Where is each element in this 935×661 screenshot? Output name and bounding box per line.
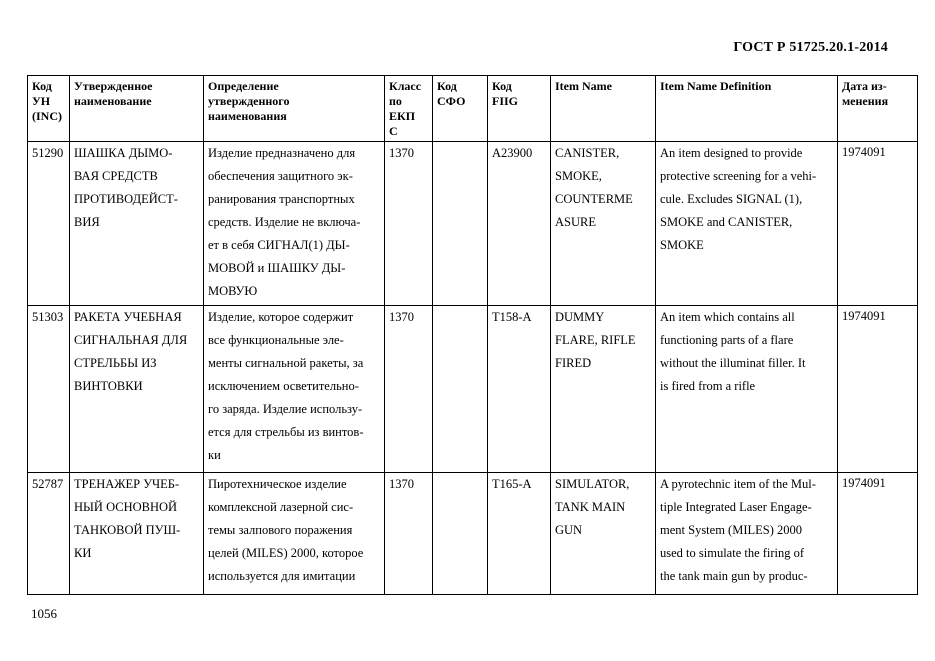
cell-class: 1370 (385, 142, 433, 306)
cell-sfo (433, 142, 488, 306)
cell-item-name: DUMMY FLARE, RIFLE FIRED (551, 306, 656, 473)
cell-item-definition: An item which contains all functioning parts of a flare without the illuminat filler. It is fired from a rifle (656, 306, 838, 473)
cell-sfo (433, 473, 488, 595)
cell-approved-name: ШАШКА ДЫМО- ВАЯ СРЕДСТВ ПРОТИВОДЕЙСТ- ВИЯ (70, 142, 204, 306)
header-item-name: Item Name (551, 76, 656, 142)
header-fiig-code: Код FIIG (488, 76, 551, 142)
cell-class: 1370 (385, 473, 433, 595)
cell-approved-name: РАКЕТА УЧЕБНАЯ СИГНАЛЬНАЯ ДЛЯ СТРЕЛЬБЫ ИЗ ВИНТОВКИ (70, 306, 204, 473)
header-class: Класс по ЕКП С (385, 76, 433, 142)
document-header: ГОСТ Р 51725.20.1-2014 (733, 40, 888, 55)
table-row (28, 473, 918, 595)
cell-definition: Изделие, которое содержит все функциональные эле- менты сигнальной ракеты, за исключением осветительно- го заряда. Изделие использу- ется для стрельбы из винтов- ки (204, 306, 385, 473)
cell-item-definition: A pyrotechnic item of the Mul- tiple Integrated Laser Engage- ment System (MILES) 2000 used to simulate the firing of the tank main gun by produc- (656, 473, 838, 595)
cell-approved-name: ТРЕНАЖЕР УЧЕБ- НЫЙ ОСНОВНОЙ ТАНКОВОЙ ПУШ- КИ (70, 473, 204, 595)
cell-definition: Пиротехническое изделие комплексной лазерной сис- темы залпового поражения целей (MILES) 2000, которое используется для имитации (204, 473, 385, 595)
table-row (28, 306, 918, 473)
cell-code: 51303 (28, 306, 70, 473)
cell-definition: Изделие предназначено для обеспечения защитного эк- ранирования транспортных средств. Изделие не включа- ет в себя СИГНАЛ(1) ДЫ- МОВОЙ и ШАШКУ ДЫ- МОВУЮ (204, 142, 385, 306)
catalog-table (27, 75, 918, 595)
table-row (28, 142, 918, 306)
header-item-name-definition: Item Name Definition (656, 76, 838, 142)
cell-date: 1974091 (838, 142, 918, 306)
header-approved-name: Утвержденное наименование (70, 76, 204, 142)
header-sfo-code: Код СФО (433, 76, 488, 142)
cell-date: 1974091 (838, 306, 918, 473)
cell-code: 51290 (28, 142, 70, 306)
cell-code: 52787 (28, 473, 70, 595)
cell-item-name: SIMULATOR, TANK MAIN GUN (551, 473, 656, 595)
cell-item-name: CANISTER, SMOKE, COUNTERME ASURE (551, 142, 656, 306)
table-header-row (28, 76, 918, 142)
header-name-definition: Определение утвержденного наименования (204, 76, 385, 142)
cell-sfo (433, 306, 488, 473)
cell-item-definition: An item designed to provide protective screening for a vehi- cule. Excludes SIGNAL (1), SMOKE and CANISTER, SMOKE (656, 142, 838, 306)
cell-fiig: A23900 (488, 142, 551, 306)
cell-fiig: T165-A (488, 473, 551, 595)
header-code-inc: Код УН (INC) (28, 76, 70, 142)
cell-class: 1370 (385, 306, 433, 473)
page-number: 1056 (31, 606, 57, 621)
cell-date: 1974091 (838, 473, 918, 595)
cell-fiig: T158-A (488, 306, 551, 473)
header-change-date: Дата из- менения (838, 76, 918, 142)
